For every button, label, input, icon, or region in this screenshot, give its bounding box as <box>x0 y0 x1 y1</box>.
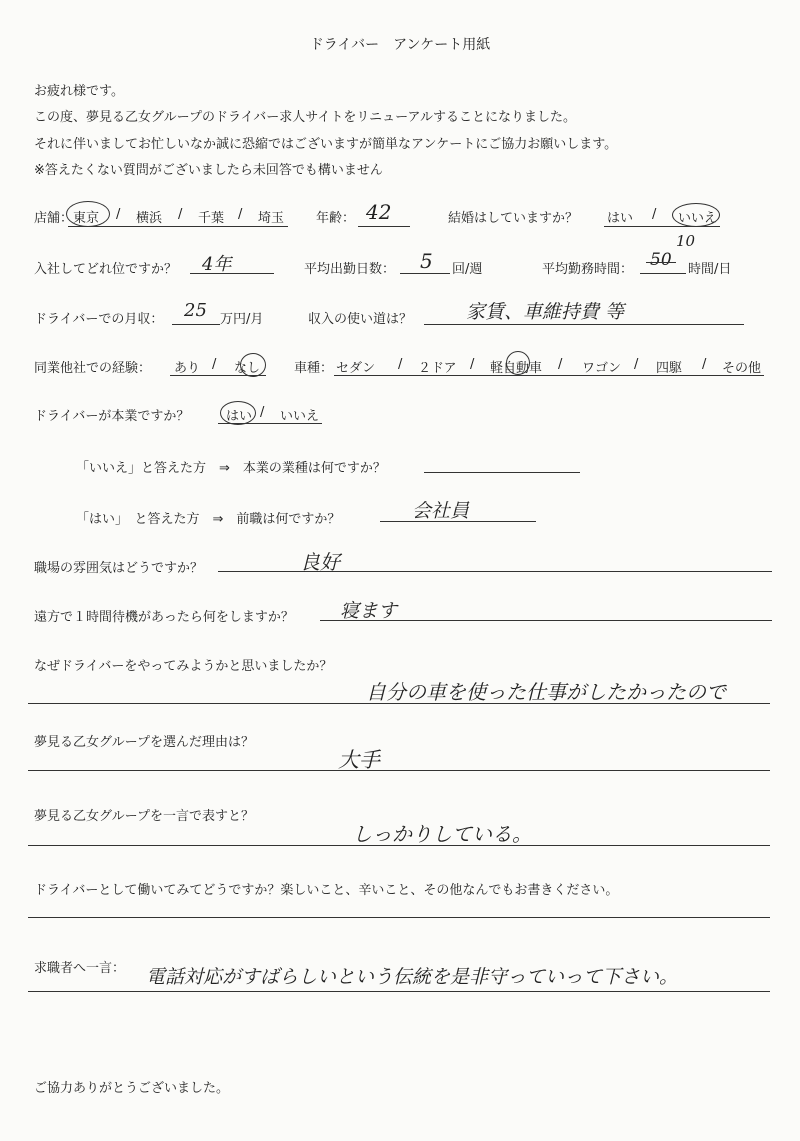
atmosphere-value[interactable]: 良好 <box>300 550 340 574</box>
married-underline <box>604 226 720 227</box>
car-selected-circle <box>506 351 530 375</box>
income-value[interactable]: 25 <box>184 300 207 321</box>
if-yes-label: 「はい」 と答えた方 ⇒ 前職は何ですか？ <box>76 512 341 527</box>
intro-line-4: ※答えたくない質問がございましたら未回答でも構いません <box>34 163 383 178</box>
workdays-value[interactable]: 5 <box>420 249 433 273</box>
car-option-4wd[interactable]: 四駆 <box>656 361 683 376</box>
main-job-underline <box>218 423 322 424</box>
message-answer-line <box>28 991 770 992</box>
car-sep: / <box>470 357 475 372</box>
page-title: ドライバー アンケート用紙 <box>309 37 491 53</box>
store-option-chiba[interactable]: 千葉 <box>198 211 225 226</box>
atmosphere-answer-line <box>218 571 772 572</box>
closing-text: ご協力ありがとうございました。 <box>34 1081 230 1096</box>
age-value[interactable]: 42 <box>366 200 392 224</box>
car-option-2door[interactable]: ２ドア <box>418 361 457 376</box>
main-job-sep: / <box>260 405 265 420</box>
store-selected-circle <box>66 201 110 227</box>
experience-yes[interactable]: あり <box>174 361 201 376</box>
income-unit: 万円/月 <box>220 312 264 327</box>
if-no-answer-line <box>424 472 580 473</box>
workhours-strike-mark <box>646 262 676 263</box>
feel-answer-line <box>28 917 770 918</box>
oneword-label: 夢見る乙女グループを一言で表すと？ <box>34 809 254 824</box>
why-label: なぜドライバーをやってみようかと思いましたか？ <box>34 659 333 674</box>
wait-answer-line <box>320 620 772 621</box>
intro-line-2: この度、夢見る乙女グループのドライバー求人サイトをリニューアルすることになりました。 <box>34 110 576 125</box>
store-underline <box>68 226 288 227</box>
married-no[interactable]: いいえ <box>678 211 718 226</box>
store-option-yokohama[interactable]: 横浜 <box>136 211 163 226</box>
workhours-struck-value: 50 <box>650 250 672 270</box>
experience-sep: / <box>212 357 217 372</box>
workdays-underline <box>400 273 450 274</box>
age-label: 年齢： <box>316 211 356 226</box>
car-label: 車種： <box>294 361 334 376</box>
reason-answer-line <box>28 770 770 771</box>
experience-label: 同業他社での経験： <box>34 361 152 376</box>
workhours-underline <box>640 273 686 274</box>
store-option-saitama[interactable]: 埼玉 <box>258 211 285 226</box>
reason-label: 夢見る乙女グループを選んだ理由は？ <box>34 735 254 750</box>
store-sep: / <box>178 207 183 222</box>
store-label: 店舗： <box>34 211 74 226</box>
usage-underline <box>424 324 744 325</box>
workdays-label: 平均出勤日数： <box>304 262 396 277</box>
married-sep: / <box>652 207 657 222</box>
car-sep: / <box>558 357 563 372</box>
tenure-label: 入社してどれ位ですか？ <box>34 262 178 277</box>
reason-value[interactable]: 大手 <box>338 748 380 772</box>
if-no-label: 「いいえ」と答えた方 ⇒ 本業の業種は何ですか？ <box>76 461 386 476</box>
oneword-answer-line <box>28 845 770 846</box>
car-underline <box>334 375 764 376</box>
tenure-value[interactable]: 4年 <box>202 254 232 275</box>
message-value[interactable]: 電話対応がすばらしいという伝統を是非守っていって下さい。 <box>146 966 679 988</box>
workhours-value[interactable]: 10 <box>676 232 696 250</box>
car-option-sedan[interactable]: セダン <box>336 361 376 376</box>
car-option-kei[interactable]: 軽自動車 <box>490 361 543 376</box>
workdays-unit: 回/週 <box>452 262 483 277</box>
married-selected-circle <box>672 203 720 227</box>
intro-line-1: お疲れ様です。 <box>34 84 124 99</box>
why-value[interactable]: 自分の車を使った仕事がしたかったので <box>366 680 726 704</box>
car-option-wagon[interactable]: ワゴン <box>582 361 622 376</box>
car-sep: / <box>398 357 403 372</box>
married-yes[interactable]: はい <box>607 211 634 226</box>
main-job-yes[interactable]: はい <box>226 409 253 424</box>
usage-label: 収入の使い道は？ <box>308 312 413 327</box>
store-sep: / <box>238 207 243 222</box>
feel-label: ドライバーとして働いてみてどうですか？楽しいこと、辛いこと、その他なんでもお書きください。 <box>34 883 619 898</box>
wait-value[interactable]: 寝ます <box>340 600 398 622</box>
wait-label: 遠方で１時間待機があったら何をしますか？ <box>34 610 294 625</box>
if-yes-value[interactable]: 会社員 <box>412 500 470 522</box>
car-option-other[interactable]: その他 <box>722 361 762 376</box>
tenure-underline <box>190 273 274 274</box>
age-underline <box>358 226 410 227</box>
atmosphere-label: 職場の雰囲気はどうですか？ <box>34 561 204 576</box>
workhours-label: 平均勤務時間： <box>542 262 634 277</box>
workhours-unit: 時間/日 <box>688 262 732 277</box>
store-sep: / <box>116 207 121 222</box>
oneword-value[interactable]: しっかりしている。 <box>352 822 532 846</box>
why-answer-line <box>28 703 770 704</box>
married-label: 結婚はしていますか？ <box>448 211 579 226</box>
income-label: ドライバーでの月収： <box>34 312 164 327</box>
main-job-no[interactable]: いいえ <box>280 409 320 424</box>
intro-line-3: それに伴いましてお忙しいなか誠に恐縮ではございますが簡単なアンケートにご協力お願いします。 <box>34 137 618 152</box>
experience-underline <box>170 375 266 376</box>
experience-selected-circle <box>240 353 266 377</box>
usage-value[interactable]: 家賃、車維持費 等 <box>466 301 625 323</box>
store-option-tokyo[interactable]: 東京 <box>73 211 100 226</box>
message-label: 求職者へ一言： <box>34 961 126 976</box>
main-job-label: ドライバーが本業ですか？ <box>34 409 190 424</box>
income-underline <box>172 324 220 325</box>
if-yes-answer-line <box>380 521 536 522</box>
car-sep: / <box>702 357 707 372</box>
main-job-selected-circle <box>220 401 256 425</box>
experience-no[interactable]: なし <box>234 361 261 376</box>
car-sep: / <box>634 357 639 372</box>
